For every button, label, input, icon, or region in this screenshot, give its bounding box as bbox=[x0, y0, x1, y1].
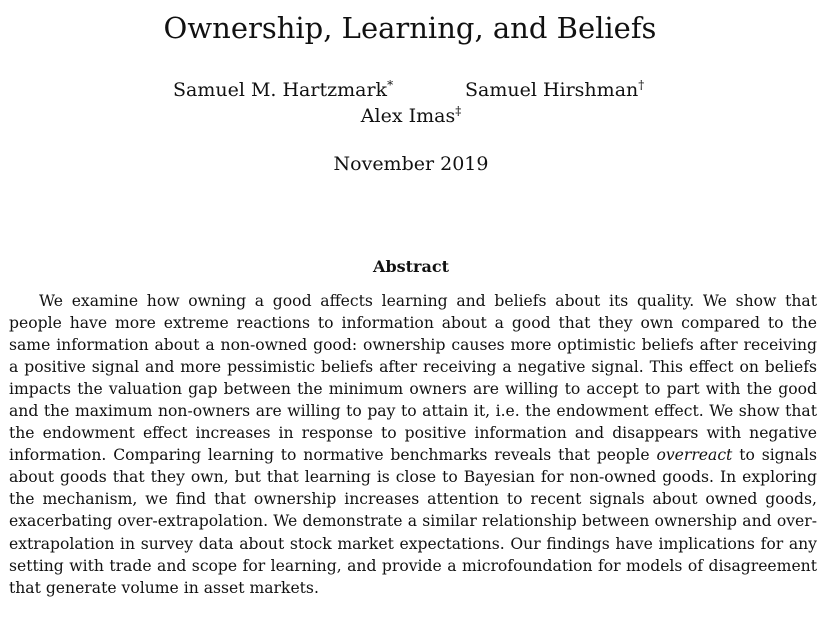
footnote-mark[interactable]: † bbox=[638, 78, 645, 92]
footnote-mark[interactable]: * bbox=[387, 78, 394, 92]
author-list bbox=[0, 78, 828, 127]
author-name: Samuel M. Hartzmark bbox=[173, 79, 388, 101]
abstract-heading: Abstract bbox=[373, 257, 449, 276]
publication-date: November 2019 bbox=[333, 153, 489, 175]
author-name: Alex Imas bbox=[360, 105, 456, 127]
author-hartzmark bbox=[173, 78, 393, 102]
abstract-text-part-1: We examine how owning a good affects learning and beliefs about its quality. We show that people have more extreme reactions to information about a good that they own compared to the same information about a non-owned good: ownership causes more optimistic beliefs after receiving a positive signal and more pessimistic beliefs after receiving a negative signal. This effect on beliefs impacts the valuation gap between the minimum owners are willing to accept to part with the good and the maximum non-owners are willing to pay to attain it, i.e. the endowment effect. We show that the endowment effect increases in response to positive information and disappears with negative information. Comparing learning to normative benchmarks reveals that people bbox=[9, 292, 817, 465]
abstract-text-part-2: to signals about goods that they own, but that learning is close to Bayesian for non-owned goods. In exploring the mechanism, we find that ownership increases attention to recent signals about owned goods, exacerbating over-extrapolation. We demonstrate a similar relationship between ownership and over-extrapolation in survey data about stock market expectations. Our findings have implications for any setting with trade and scope for learning, and provide a microfoundation for models of disagreement that generate volume in asset markets. bbox=[9, 446, 817, 597]
author-name: Samuel Hirshman bbox=[465, 79, 639, 101]
paper-title: Ownership, Learning, and Beliefs bbox=[163, 11, 657, 45]
author-imas bbox=[0, 104, 828, 128]
abstract-emphasis: overreact bbox=[656, 446, 733, 465]
footnote-mark[interactable]: ‡ bbox=[455, 104, 462, 118]
author-hirshman bbox=[465, 78, 644, 102]
abstract-body bbox=[9, 290, 817, 599]
